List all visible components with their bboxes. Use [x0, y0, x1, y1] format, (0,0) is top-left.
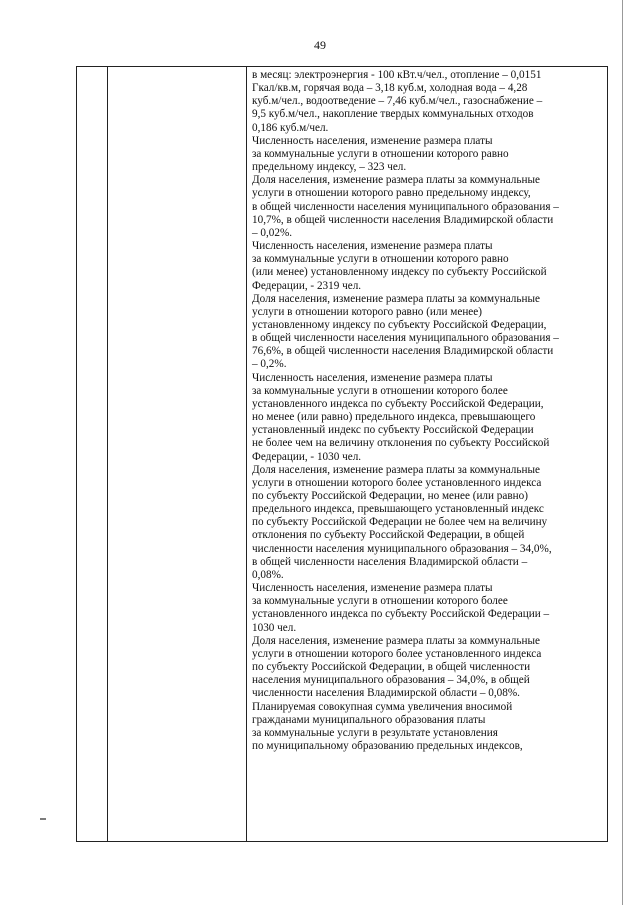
text-line: Численность населения, изменение размера платы: [252, 371, 493, 384]
text-line: 1030 чел.: [252, 621, 297, 634]
text-line: услуги в отношении которого равно (или менее): [252, 305, 482, 318]
text-line: 0,186 куб.м/чел.: [252, 121, 329, 134]
text-line: Численность населения, изменение размера платы: [252, 582, 493, 595]
text-line: услуги в отношении которого более установленного индекса: [252, 476, 542, 489]
text-line: Федерации, - 2319 чел.: [252, 279, 362, 292]
text-line: в месяц: электроэнергия - 100 кВт.ч/чел., отопление – 0,0151: [252, 69, 542, 81]
text-line: установленного индекса по субъекту Российской Федерации,: [252, 397, 544, 410]
text-line: услуги в отношении которого более установленного индекса: [252, 647, 542, 660]
text-line: в общей численности населения муниципального образования –: [252, 332, 559, 345]
text-line: установленный индекс по субъекту Российской Федерации: [252, 424, 534, 437]
text-line: за коммунальные услуги в результате установления: [252, 726, 498, 739]
column-divider-1: [107, 67, 108, 841]
text-line: предельного индекса, превышающего установленный индекс: [252, 503, 544, 516]
document-table: [76, 66, 608, 842]
text-line: 0,08%.: [252, 568, 284, 581]
text-line: Численность населения, изменение размера платы: [252, 134, 493, 147]
text-line: Федерации, - 1030 чел.: [252, 450, 362, 463]
text-line: по субъекту Российской Федерации, в общей численности: [252, 661, 531, 674]
text-line: – 0,2%.: [252, 358, 287, 371]
text-line: за коммунальные услуги в отношении которого равно: [252, 253, 509, 266]
column-divider-2: [246, 67, 247, 841]
text-line: – 0,02%.: [252, 226, 293, 239]
text-line: численности населения муниципального образования – 34,0%,: [252, 542, 552, 555]
text-line: по субъекту Российской Федерации, но менее (или равно): [252, 490, 528, 502]
table-cell-text: [252, 69, 604, 753]
text-line: за коммунальные услуги в отношении которого более: [252, 384, 508, 397]
text-line: за коммунальные услуги в отношении которого равно: [252, 147, 509, 160]
text-line: Доля населения, изменение размера платы за коммунальные: [252, 174, 540, 187]
text-line: Планируемая совокупная сумма увеличения вносимой: [252, 700, 513, 713]
text-line: куб.м/чел., водоотведение – 7,46 куб.м/чел., газоснабжение –: [252, 95, 543, 108]
text-line: предельному индексу, – 323 чел.: [252, 161, 407, 174]
text-line: Численность населения, изменение размера платы: [252, 240, 493, 253]
scan-mark: [40, 818, 46, 820]
text-line: 76,6%, в общей численности населения Владимирской области: [252, 345, 554, 358]
text-line: 10,7%, в общей численности населения Владимирской области: [252, 213, 554, 226]
text-line: услуги в отношении которого равно предельному индексу,: [252, 187, 531, 200]
page-number: 49: [314, 38, 326, 52]
text-line: в общей численности населения муниципального образования –: [252, 200, 559, 213]
text-line: Гкал/кв.м, горячая вода – 3,18 куб.м, холодная вода – 4,28: [252, 82, 528, 95]
text-line: установленному индексу по субъекту Российской Федерации,: [252, 318, 547, 331]
scan-edge-line: [622, 0, 623, 905]
text-line: за коммунальные услуги в отношении которого более: [252, 595, 508, 608]
text-line: по муниципальному образованию предельных индексов,: [252, 739, 523, 752]
text-line: численности населения Владимирской области – 0,08%.: [252, 687, 520, 700]
text-line: 9,5 куб.м/чел., накопление твердых коммунальных отходов: [252, 108, 534, 121]
text-line: но менее (или равно) предельного индекса, превышающего: [252, 411, 536, 424]
text-line: гражданами муниципального образования платы: [252, 713, 486, 726]
text-line: по субъекту Российской Федерации не более чем на величину: [252, 516, 548, 529]
text-line: (или менее) установленному индексу по субъекту Российской: [252, 266, 547, 279]
text-line: Доля населения, изменение размера платы за коммунальные: [252, 292, 540, 305]
text-line: отклонения по субъекту Российской Федерации, в общей: [252, 529, 525, 542]
text-line: населения муниципального образования – 34,0%, в общей: [252, 674, 530, 687]
text-line: Доля населения, изменение размера платы за коммунальные: [252, 463, 540, 476]
text-line: установленного индекса по субъекту Российской Федерации –: [252, 608, 550, 621]
text-line: Доля населения, изменение размера платы за коммунальные: [252, 634, 540, 647]
text-line: не более чем на величину отклонения по субъекту Российской: [252, 437, 550, 450]
text-line: в общей численности населения Владимирской области –: [252, 555, 528, 568]
